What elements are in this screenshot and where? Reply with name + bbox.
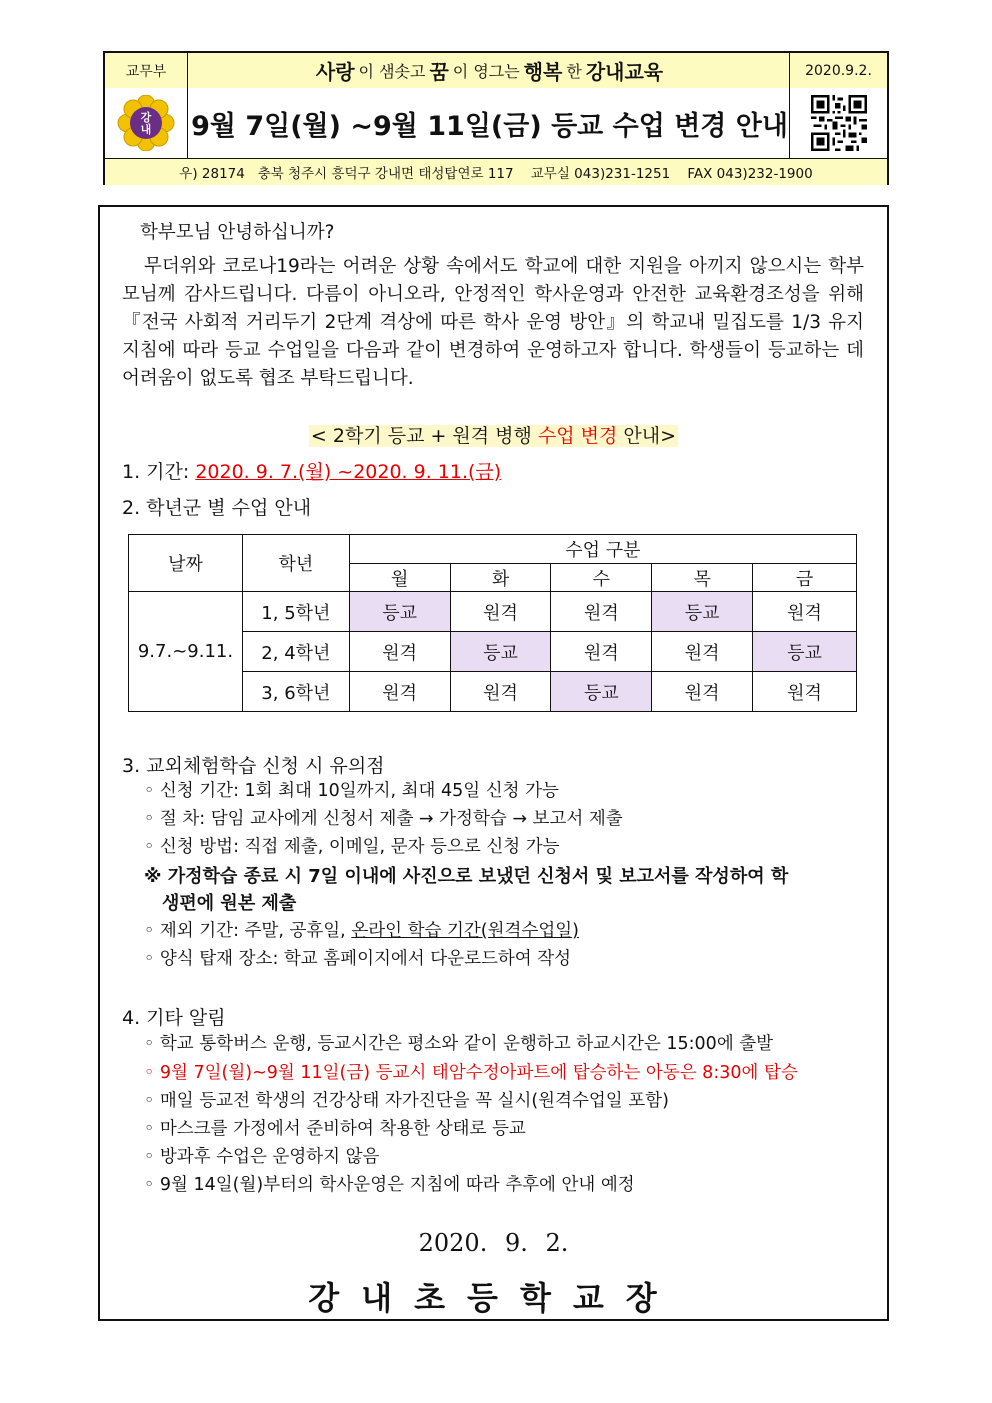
section3-item: ◦ 신청 방법: 직접 제출, 이메일, 문자 등으로 신청 가능: [144, 837, 560, 857]
day-mon: 월: [349, 564, 450, 592]
section4-item: ◦ 매일 등교전 학생의 건강상태 자가진단을 꼭 실시(원격수업일 포함): [144, 1091, 669, 1111]
svg-text:강: 강: [140, 111, 152, 124]
period-line: [122, 463, 501, 482]
qr-code: [789, 88, 887, 158]
subheading-pre: < 2학기 등교 + 원격 병행: [310, 425, 538, 447]
section2-title: 2. 학년군 별 수업 안내: [122, 497, 312, 519]
section3-title: 3. 교외체험학습 신청 시 유의점: [122, 755, 385, 777]
footer-date: 2020. 9. 2.: [418, 1229, 569, 1257]
class-cell: 등교: [349, 592, 450, 632]
department-label: 교무부: [105, 53, 188, 88]
slogan-part: 꿈: [429, 60, 449, 84]
school-slogan: [187, 53, 792, 88]
school-address: 우) 28174 충북 청주시 흥덕구 강내면 태성탑연로 117 교무실 043)231-1251 FAX 043)232-1900: [179, 166, 813, 182]
table-header-row: [129, 535, 857, 564]
table-row: [129, 592, 857, 632]
document-date: 2020.9.2.: [789, 53, 887, 88]
class-cell: 원격: [652, 632, 753, 672]
section4-item: ◦ 방과후 수업은 운영하지 않음: [144, 1147, 380, 1167]
section4-item-red: ◦ 9월 7일(월)~9월 11일(금) 등교시 태암수정아파트에 탑승하는 아동은 8:30에 탑승: [144, 1063, 798, 1083]
section3-note-cont: 생편에 원본 제출: [162, 893, 297, 914]
slogan-part: 사랑: [315, 60, 355, 84]
class-cell: 원격: [349, 632, 450, 672]
section4-item: ◦ 학교 통학버스 운행, 등교시간은 평소와 같이 운행하고 하교시간은 15:00에 출발: [144, 1034, 774, 1054]
slogan-part: 행복: [523, 60, 563, 84]
schedule-subheading: [100, 421, 887, 448]
principal-signature: 강내초등학교장: [308, 1279, 679, 1317]
date-range-cell: 9.7.~9.11.: [129, 592, 243, 712]
day-tue: 화: [450, 564, 551, 592]
letterhead: [103, 51, 889, 185]
school-emblem: [105, 88, 188, 158]
slogan-part: 한: [566, 62, 582, 81]
exclude-underlined: 온라인 학습 기간(원격수업일): [351, 921, 579, 941]
class-cell: 원격: [551, 632, 652, 672]
intro-paragraph: 무더위와 코로나19라는 어려운 상황 속에서도 학교에 대한 지원을 아끼지 않으시는 학부모님께 감사드립니다. 다름이 아니오라, 안정적인 학사운영과 안전한 교육환경조성을 위해 『전국 사회적 거리두기 2단계 격상에 따른 학사 운영 방안』의 학교내 밀집도를 1/3 유지 지침에 따라 등교 수업일을 다음과 같이 변경하여 운영하고자 합니다. 학생들이 등교하는 데 어려움이 없도록 협조 부탁드립니다.: [122, 256, 864, 389]
class-cell: 원격: [349, 672, 450, 712]
class-cell: 등교: [551, 672, 652, 712]
header-date: 날짜: [129, 535, 243, 592]
section3-item: ◦ 신청 기간: 1회 최대 10일까지, 최대 45일 신청 가능: [144, 781, 559, 801]
class-cell: 원격: [551, 592, 652, 632]
day-fri: 금: [753, 564, 857, 592]
class-cell: 등교: [652, 592, 753, 632]
exclude-pre: ◦ 제외 기간: 주말, 공휴일,: [144, 921, 352, 941]
class-cell: 원격: [652, 672, 753, 712]
section3-form: ◦ 양식 탑재 장소: 학교 홈페이지에서 다운로드하여 작성: [144, 949, 572, 969]
grade-cell: 2, 4학년: [242, 632, 349, 672]
day-thu: 목: [652, 564, 753, 592]
class-cell: 원격: [450, 592, 551, 632]
class-cell: 원격: [450, 672, 551, 712]
letterhead-address-row: [105, 159, 887, 185]
class-cell: 원격: [753, 592, 857, 632]
header-class-type: 수업 구분: [349, 535, 856, 564]
slogan-part: 강내교육: [585, 60, 664, 84]
period-label: 1. 기간:: [122, 461, 196, 483]
letterhead-top-row: [105, 53, 887, 89]
grade-cell: 3, 6학년: [242, 672, 349, 712]
notice-body: [98, 205, 889, 1321]
schedule-table: [128, 534, 857, 712]
document-title: 9월 7일(월) ~9월 11일(금) 등교 수업 변경 안내: [191, 110, 788, 142]
class-cell: 등교: [753, 632, 857, 672]
section3-exclude: [144, 923, 579, 941]
class-cell: 등교: [450, 632, 551, 672]
svg-text:내: 내: [140, 123, 152, 136]
header-grade: 학년: [242, 535, 349, 592]
period-value: 2020. 9. 7.(월) ~2020. 9. 11.(금): [195, 461, 502, 483]
section3-item: ◦ 절 차: 담임 교사에게 신청서 제출 → 가정학습 → 보고서 제출: [144, 809, 623, 829]
subheading-post: 안내>: [617, 425, 677, 447]
greeting: 학부모님 안녕하십니까?: [140, 222, 335, 243]
class-cell: 원격: [753, 672, 857, 712]
slogan-part: 이 샘솟고: [358, 62, 426, 81]
qr-code-icon: [811, 95, 867, 151]
section3-note: ※ 가정학습 종료 시 7일 이내에 사진으로 보냈던 신청서 및 보고서를 작성하여 학: [144, 866, 789, 887]
letterhead-title-row: [105, 88, 887, 159]
section4-title: 4. 기타 알림: [122, 1007, 226, 1029]
day-wed: 수: [551, 564, 652, 592]
subheading-red: 수업 변경: [537, 425, 618, 447]
school-emblem-icon: [117, 95, 175, 151]
slogan-part: 이 영그는: [452, 62, 520, 81]
section4-item: ◦ 마스크를 가정에서 준비하여 착용한 상태로 등교: [144, 1119, 526, 1139]
grade-cell: 1, 5학년: [242, 592, 349, 632]
subheading-highlight: [309, 425, 678, 447]
section4-item: ◦ 9월 14일(월)부터의 학사운영은 지침에 따라 추후에 안내 예정: [144, 1175, 635, 1195]
